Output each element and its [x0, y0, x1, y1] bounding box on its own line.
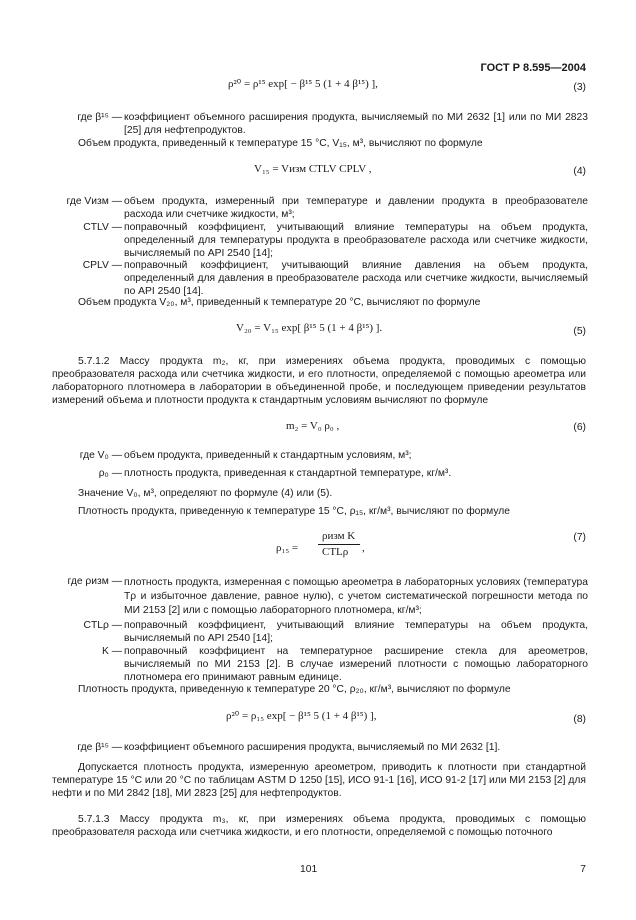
paragraph-5-7-1-3: 5.7.1.3 Массу продукта m₃, кг, при измерениях объема продукта, проводимых с помощью преобразователя расхода или счетчика жидкости, и его плотности, определяемой с помощью поточного: [52, 814, 586, 838]
definition-symbol: CTLρ —: [83, 620, 122, 631]
equation-3: ρ²⁰ = ρ¹⁵ exp[ − β¹⁵ 5 (1 + 4 β¹⁵) ],: [228, 78, 378, 90]
equation-number-4: (4): [573, 166, 586, 177]
paragraph-density-15: Плотность продукта, приведенную к температуре 15 °C, ρ₁₅, кг/м³, вычисляют по формуле: [78, 506, 510, 517]
equation-5: V₂₀ = V₁₅ exp[ β¹⁵ 5 (1 + 4 β¹⁵) ].: [236, 322, 383, 334]
equation-7-denominator: CTLρ: [322, 546, 349, 558]
definition-text: поправочный коэффициент, учитывающий влияние температуры на объем продукта, определенный для температуры продукта в преобразователе расхода или счетчике жидкости, вычисляемый по API 2540 [14];: [124, 222, 588, 259]
paragraph-density-20: Плотность продукта, приведенную к температуре 20 °C, ρ₂₀, кг/м³, вычисляют по формуле: [78, 684, 511, 695]
definition-text: поправочный коэффициент на температурное расширение стекла для ареометров, вычисляемый по МИ 2153 [2]. В случае измерений плотности с помощью лабораторного плотномера его принимают равным единице.: [124, 646, 588, 683]
standard-header: ГОСТ Р 8.595—2004: [480, 62, 586, 74]
definition-symbol: K —: [101, 646, 122, 657]
equation-number-3: (3): [573, 82, 586, 93]
paragraph-value-v0: Значение V₀, м³, определяют по формуле (4) или (5).: [78, 488, 333, 499]
paragraph-volume-20: Объем продукта V₂₀, м³, приведенный к температуре 20 °C, вычисляют по формуле: [78, 297, 481, 308]
definition-symbol: где ρизм —: [67, 576, 122, 587]
equation-7-lhs: ρ₁₅ =: [276, 542, 299, 554]
definition-symbol: где V₀ —: [79, 450, 122, 461]
equation-7-numerator: ρизм K: [322, 530, 356, 542]
equation-7-tail: ,: [362, 542, 365, 554]
equation-number-8: (8): [573, 714, 586, 725]
page-number-right: 7: [580, 864, 586, 875]
paragraph-volume-15: Объем продукта, приведенный к температуре 15 °C, V₁₅, м³, вычисляют по формуле: [78, 138, 483, 149]
equation-number-5: (5): [573, 326, 586, 337]
definition-text: объем продукта, приведенный к стандартным условиям, м³;: [124, 450, 412, 461]
definition-symbol: где β¹⁵ —: [77, 112, 122, 123]
definition-symbol: где Vизм —: [66, 196, 122, 207]
equation-6: m₂ = V₀ ρ₀ ,: [286, 420, 340, 432]
definition-text: объем продукта, измеренный при температуре и давлении продукта в преобразователе расхода или счетчике жидкости, м³;: [124, 196, 588, 220]
definition-text: поправочный коэффициент, учитывающий влияние давления на объем продукта, определенный для давления в преобразователе расхода или счетчике жидкости, вычисляемый по API 2540 [14].: [124, 260, 588, 297]
paragraph-allowed: Допускается плотность продукта, измеренную ареометром, приводить к плотности при стандартной температуре 15 °C или 20 °C по таблицам ASTM D 1250 [15], ИСО 91-1 [16], ИСО 91-2 [17] или МИ 2153 [2] для нефти и по МИ 2842 [18], МИ 2823 [25] для нефтепродуктов.: [52, 762, 586, 799]
definition-symbol: CTLV —: [83, 222, 122, 233]
equation-number-7: (7): [573, 532, 586, 543]
definition-text: коэффициент объемного расширения продукта, вычисляемый по МИ 2632 [1].: [124, 742, 501, 753]
fraction-bar: [318, 544, 360, 545]
definition-symbol: где β¹⁵ —: [77, 742, 122, 753]
definition-text: плотность продукта, приведенная к стандартной температуре, кг/м³.: [124, 468, 452, 479]
definition-symbol: CPLV —: [82, 260, 122, 271]
definition-text: поправочный коэффициент, учитывающий влияние температуры на объем продукта, вычисляемый по API 2540 [14];: [124, 620, 588, 644]
paragraph-5-7-1-2: 5.7.1.2 Массу продукта m₂, кг, при измерениях объема продукта, проводимых с помощью преобразователя расхода или счетчика жидкости, и его плотности, определяемой с помощью ареометра или лабораторного плотномера в лаборатории в объединенной пробе, и последующем приведении результатов измерений объема и плотности продукта к стандартным условиям вычисляют по формуле: [52, 356, 586, 406]
definition-symbol: ρ₀ —: [98, 468, 122, 479]
definition-text: коэффициент объемного расширения продукта, вычисляемый по МИ 2632 [1] или по МИ 2823 [25] для нефтепродуктов.: [124, 112, 588, 136]
equation-4: V₁₅ = Vизм CTLV CPLV ,: [254, 163, 372, 175]
equation-number-6: (6): [573, 422, 586, 433]
equation-8: ρ²⁰ = ρ₁₅ exp[ − β¹⁵ 5 (1 + 4 β¹⁵) ],: [226, 710, 377, 722]
page-number-center: 101: [300, 864, 318, 875]
definition-text: плотность продукта, измеренная с помощью ареометра в лабораторных условиях (температура Tρ и избыточное давление, равное нулю), с учетом систематической погрешности метода по МИ 2153 [2] или с помощью лабораторного плотномера, кг/м³;: [124, 577, 588, 616]
